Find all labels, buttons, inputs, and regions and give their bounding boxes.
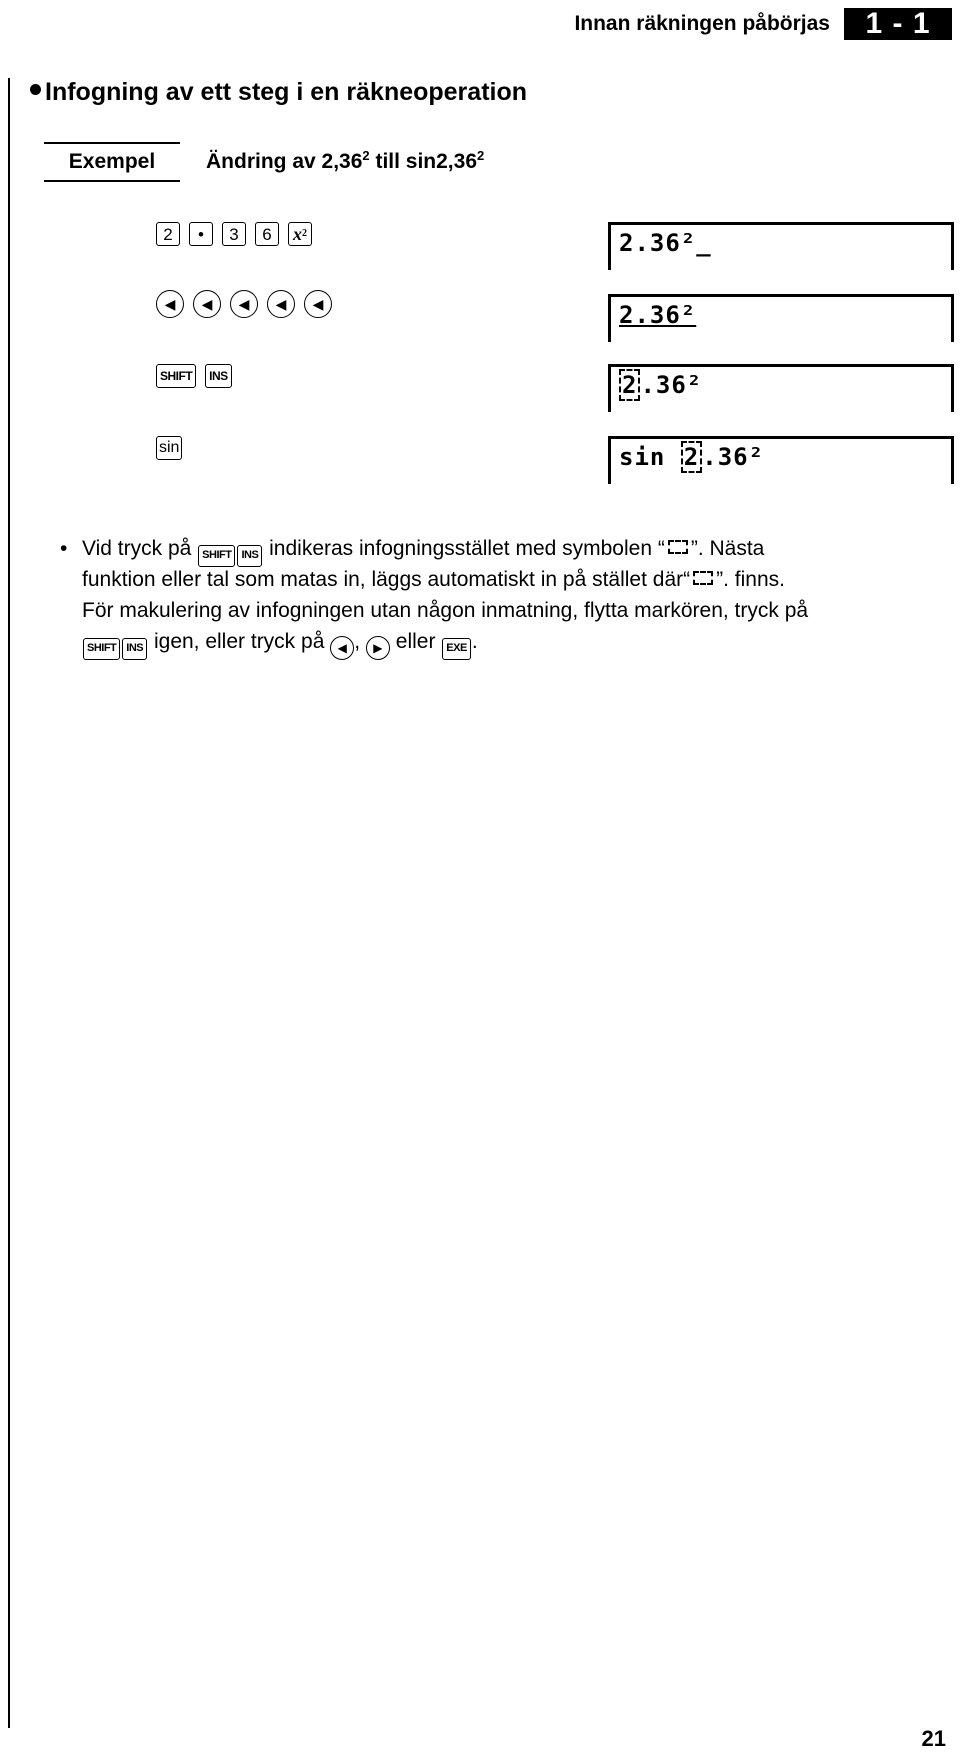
key-shift: SHIFT <box>198 545 235 567</box>
step-4-keys <box>156 436 182 460</box>
screen-4-prefix: sin <box>619 443 681 471</box>
example-description <box>206 148 484 174</box>
screen-3-rest: .36² <box>640 371 703 399</box>
key-ins: INS <box>237 545 262 567</box>
example-desc-prefix: Ändring av 2,36 <box>206 150 363 173</box>
notes-text: Vid tryck på <box>82 537 192 560</box>
key-decimal-point: • <box>189 222 213 246</box>
example-superscript: 2 <box>362 148 370 163</box>
notes-text: , <box>354 630 361 653</box>
notes-text: funktion eller tal som matas in, läggs automatiskt in på stället där“ <box>82 568 691 591</box>
key-x-squared-base: x <box>293 224 302 244</box>
section-badge: 1 - 1 <box>844 8 952 40</box>
key-exe: EXE <box>442 638 471 660</box>
step-2-keys <box>156 290 332 318</box>
key-x-squared <box>288 222 312 246</box>
calculator-screen-3 <box>608 364 954 412</box>
key-3: 3 <box>222 222 246 246</box>
notes-text: eller <box>395 630 436 653</box>
insert-mark-icon: 2 <box>681 441 702 473</box>
left-arrow-key-icon: ◀ <box>330 636 354 660</box>
left-arrow-key-icon: ◀ <box>193 290 221 318</box>
left-arrow-key-icon: ◀ <box>304 290 332 318</box>
left-arrow-key-icon: ◀ <box>230 290 258 318</box>
bullet-dot-icon <box>30 84 41 95</box>
header-title: Innan räkningen påbörjas <box>574 12 830 35</box>
page-header <box>574 8 952 40</box>
calculator-screen-2 <box>608 294 954 342</box>
calculator-screen-1: 2.36²_ <box>608 222 954 270</box>
key-ins: INS <box>122 638 147 660</box>
notes-text: ”. finns. <box>716 568 785 591</box>
section-heading <box>30 78 527 107</box>
step-1-keys <box>156 222 312 246</box>
page-number: 21 <box>921 1726 946 1751</box>
heading-text: Infogning av ett steg i en räkneoperation <box>45 78 528 106</box>
key-shift: SHIFT <box>156 364 196 388</box>
notes-line-4 <box>82 626 478 660</box>
key-shift: SHIFT <box>83 638 120 660</box>
margin-rule <box>8 78 10 1728</box>
notes-line-1 <box>82 533 764 567</box>
notes-line-3: För makulering av infogningen utan någon inmatning, flytta markören, tryck på <box>82 599 809 622</box>
insert-mark-icon: 2 <box>619 369 640 401</box>
notes-text: . <box>471 630 478 653</box>
notes-text: indikeras infogningsstället med symbolen “ <box>269 537 665 560</box>
right-arrow-key-icon: ▶ <box>366 636 390 660</box>
notes-text: igen, eller tryck på <box>153 630 325 653</box>
left-arrow-key-icon: ◀ <box>267 290 295 318</box>
key-ins: INS <box>205 364 232 388</box>
example-desc-mid: till sin2,36 <box>369 150 478 173</box>
example-superscript: 2 <box>477 148 485 163</box>
screen-2-text: 2.36² <box>619 301 697 329</box>
example-label: Exempel <box>44 142 180 182</box>
notes-line-2 <box>82 564 785 595</box>
key-2: 2 <box>156 222 180 246</box>
insert-symbol-icon <box>668 540 688 554</box>
calculator-screen-4 <box>608 436 954 484</box>
bullet: • <box>60 537 68 560</box>
insert-symbol-icon <box>693 571 713 585</box>
key-6: 6 <box>255 222 279 246</box>
screen-4-rest: .36² <box>702 443 765 471</box>
key-x-squared-exp: 2 <box>302 228 307 239</box>
notes-text: ”. Nästa <box>690 537 765 560</box>
key-sin: sin <box>156 436 182 460</box>
left-arrow-key-icon: ◀ <box>156 290 184 318</box>
step-3-keys <box>156 364 232 388</box>
